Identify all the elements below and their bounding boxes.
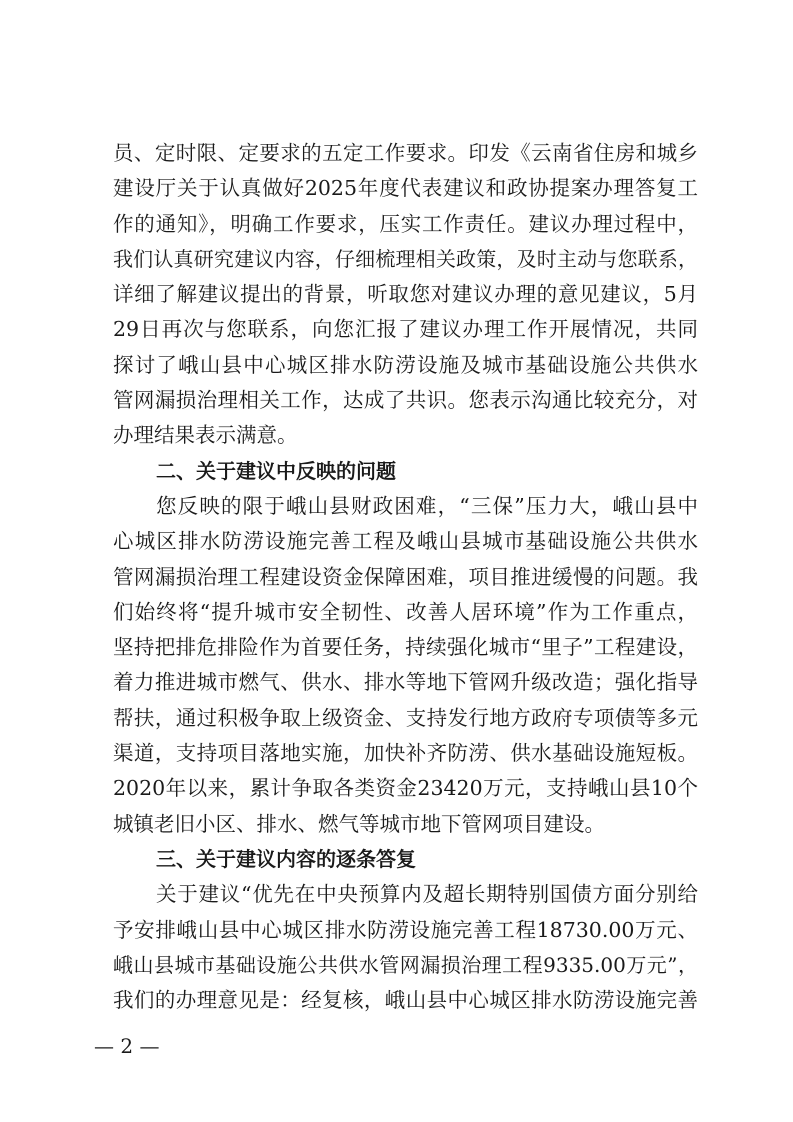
text-line: 帮扶，通过积极争取上级资金、支持发行地方政府专项债等多元 [113,705,698,730]
text-line: 予安排峨山县中心城区排水防涝设施完善工程18730.00万元、 [113,917,698,942]
text-line: 29日再次与您联系，向您汇报了建议办理工作开展情况，共同 [113,317,698,342]
paragraph-first-line: 您反映的限于峨山县财政困难，“三保”压力大，峨山县中 [156,493,698,518]
text-line: 详细了解建议提出的背景，听取您对建议办理的意见建议，5月 [113,282,698,307]
text-line: 我们的办理意见是：经复核，峨山县中心城区排水防涝设施完善 [113,988,698,1013]
text-line: 城镇老旧小区、排水、燃气等城市地下管网项目建设。 [113,811,605,836]
text-line: 坚持把排危排险作为首要任务，持续强化城市“里子”工程建设， [113,635,698,660]
section-heading-3: 三、关于建议内容的逐条答复 [156,846,416,871]
text-line: 我们认真研究建议内容，仔细梳理相关政策，及时主动与您联系， [113,246,698,271]
text-line: 们始终将“提升城市安全韧性、改善人居环境”作为工作重点， [113,599,698,624]
text-line: 办理结果表示满意。 [113,423,298,448]
body-text [113,136,698,1018]
paragraph-first-line: 关于建议“优先在中央预算内及超长期特别国债方面分别给 [156,882,698,907]
section-heading-2: 二、关于建议中反映的问题 [156,458,396,483]
text-line: 探讨了峨山县中心城区排水防涝设施及城市基础设施公共供水 [113,352,698,377]
text-line: 渠道，支持项目落地实施，加快补齐防涝、供水基础设施短板。 [113,741,698,766]
text-line: 建设厅关于认真做好2025年度代表建议和政协提案办理答复工 [113,176,698,201]
text-line: 管网漏损治理工程建设资金保障困难，项目推进缓慢的问题。我 [113,564,698,589]
text-line: 管网漏损治理相关工作，达成了共识。您表示沟通比较充分，对 [113,388,698,413]
text-line: 2020年以来，累计争取各类资金23420万元，支持峨山县10个 [113,776,698,801]
text-line: 着力推进城市燃气、供水、排水等地下管网升级改造；强化指导 [113,670,698,695]
text-line: 峨山县城市基础设施公共供水管网漏损治理工程9335.00万元”， [113,952,698,977]
text-line: 员、定时限、定要求的五定工作要求。印发《云南省住房和城乡 [113,141,698,165]
text-line: 作的通知》，明确工作要求，压实工作责任。建议办理过程中， [113,211,698,236]
page-number: — 2 — [94,1034,160,1058]
text-line: 心城区排水防涝设施完善工程及峨山县城市基础设施公共供水 [113,529,698,554]
